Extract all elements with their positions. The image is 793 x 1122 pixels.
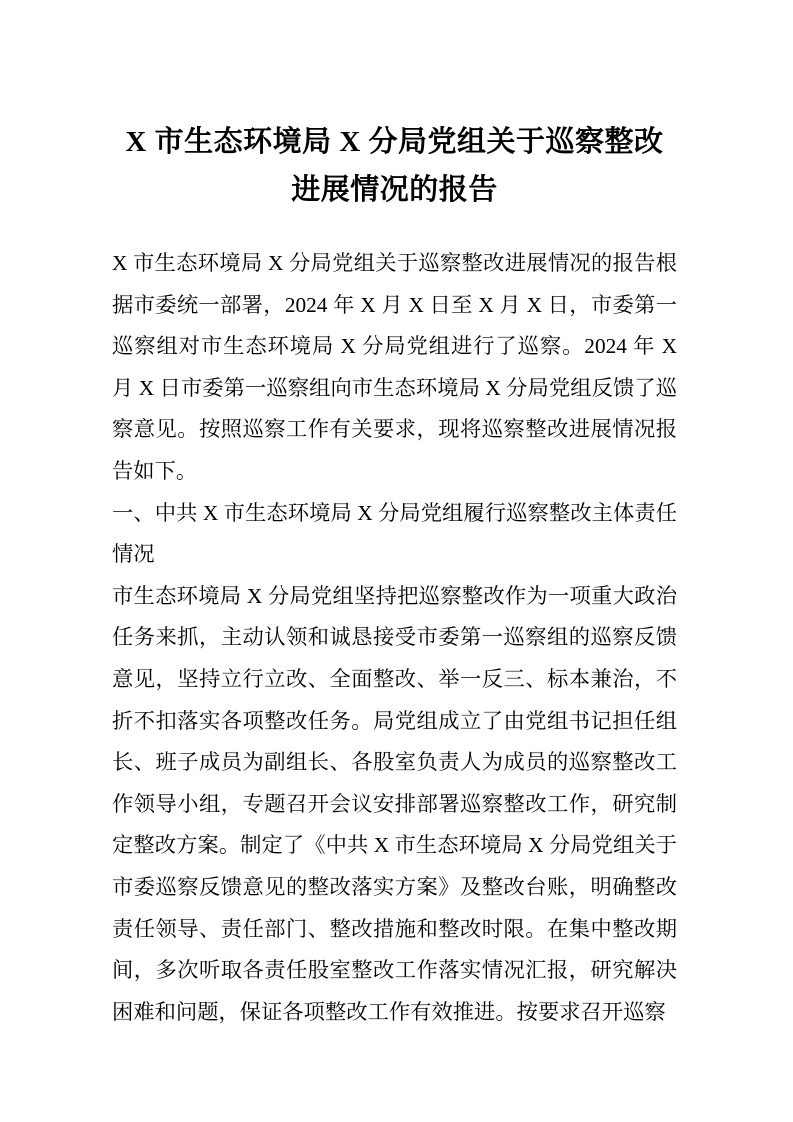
paragraph-intro: X 市生态环境局 X 分局党组关于巡察整改进展情况的报告根据市委统一部署，2024 年 X 月 X 日至 X 月 X 日，市委第一巡察组对市生态环境局 X 分局党组进行了巡察。2024 年 X 月 X 日市委第一巡察组向市生态环境局 X 分局党组反馈了巡察意见。按照巡察工作有关要求，现将巡察整改进展情况报告如下。 — [112, 251, 677, 483]
section-heading-1: 一、中共 X 市生态环境局 X 分局党组履行巡察整改主体责任情况 — [112, 500, 677, 567]
paragraph-section-1-body: 市生态环境局 X 分局党组坚持把巡察整改作为一项重大政治任务来抓，主动认领和诚恳接受市委第一巡察组的巡察反馈意见，坚持立行立改、全面整改、举一反三、标本兼治，不折不扣落实各项整改任务。局党组成立了由党组书记担任组长、班子成员为副组长、各股室负责人为成员的巡察整改工作领导小组，专题召开会议安排部署巡察整改工作，研究制定整改方案。制定了《中共 X 市生态环境局 X 分局党组关于市委巡察反馈意见的整改落实方案》及整改台账，明确整改责任领导、责任部门、整改措施和整改时限。在集中整改期间，多次听取各责任股室整改工作落实情况汇报，研究解决困难和问题，保证各项整改工作有效推进。按要求召开巡察 — [112, 583, 677, 1024]
document-title: X 市生态环境局 X 分局党组关于巡察整改进展情况的报告 — [125, 126, 664, 206]
